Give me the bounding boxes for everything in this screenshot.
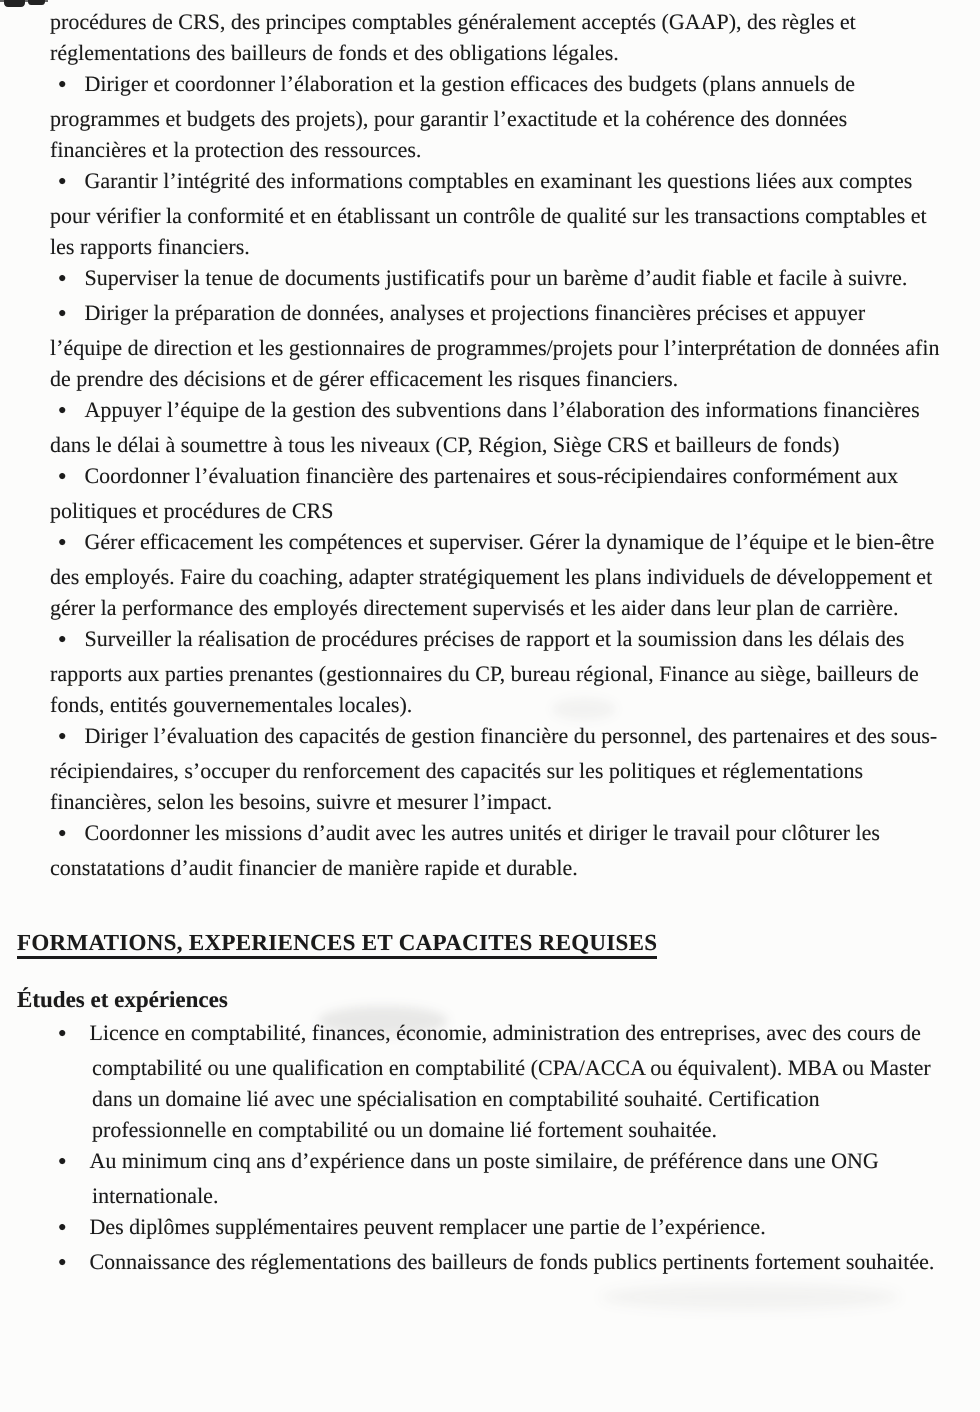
bullet-text: Licence en comptabilité, finances, économie, administration des entreprises, avec des cours de comptabilité ou une qualification en comptabilité (CPA/ACCA ou équivalent). MBA ou Master dans un domaine lié avec une spécialisation en comptabilité souhaité. Certification professionnelle en comptabilité ou un domaine lié fortement souhaitée. bbox=[89, 1020, 931, 1142]
bullet-text: Connaissance des réglementations des bailleurs de fonds publics pertinents fortement souhaitée. bbox=[89, 1249, 935, 1274]
bullet-icon: ● bbox=[58, 469, 67, 484]
bullet-text: Diriger l’évaluation des capacités de gestion financière du personnel, des partenaires et des sous-récipiendaires, s’occuper du renforcement des capacités sur les politiques et réglementations financières, selon les besoins, suivre et mesurer l’impact. bbox=[50, 723, 938, 814]
bullet-item bbox=[50, 526, 942, 623]
bullet-item bbox=[50, 720, 942, 817]
bullet-text: Garantir l’intégrité des informations comptables en examinant les questions liées aux comptes pour vérifier la conformité et en établissant un contrôle de qualité sur les transactions comptables et les rapports financiers. bbox=[50, 168, 927, 259]
duties-list bbox=[50, 68, 942, 883]
bullet-item bbox=[50, 165, 942, 262]
bullet-icon: ● bbox=[58, 1255, 67, 1270]
bullet-text: Superviser la tenue de documents justificatifs pour un barème d’audit fiable et facile à suivre. bbox=[84, 265, 908, 290]
bullet-text: Coordonner l’évaluation financière des partenaires et sous-récipiendaires conformément aux politiques et procédures de CRS bbox=[50, 463, 899, 523]
bullet-text: Des diplômes supplémentaires peuvent remplacer une partie de l’expérience. bbox=[89, 1214, 766, 1239]
scan-smudge bbox=[600, 1284, 900, 1310]
bullet-icon: ● bbox=[58, 1026, 67, 1041]
bullet-icon: ● bbox=[58, 826, 67, 841]
section-heading-text: FORMATIONS, EXPERIENCES ET CAPACITES REQUISES bbox=[17, 930, 657, 959]
intro-paragraph: procédures de CRS, des principes comptables généralement acceptés (GAAP), des règles et réglementations des bailleurs de fonds et des obligations légales. bbox=[50, 9, 856, 65]
bullet-item bbox=[50, 68, 942, 165]
scan-edge-artifact bbox=[28, 0, 45, 5]
bullet-text: Diriger et coordonner l’élaboration et la gestion efficaces des budgets (plans annuels de programmes et budgets des projets), pour garantir l’exactitude et la cohérence des données financières et la protection des ressources. bbox=[50, 71, 856, 162]
subsection-heading: Études et expériences bbox=[17, 987, 228, 1012]
bullet-item bbox=[50, 623, 942, 720]
bullet-text: Gérer efficacement les compétences et superviser. Gérer la dynamique de l’équipe et le bien-être des employés. Faire du coaching, adapter stratégiquement les plans individuels de développement et gérer la performance des employés directement supervisés et les aider dans leur plan de carrière. bbox=[50, 529, 935, 620]
bullet-icon: ● bbox=[58, 271, 67, 286]
document-body bbox=[17, 6, 942, 1281]
bullet-item bbox=[50, 817, 942, 883]
bullet-icon: ● bbox=[58, 535, 67, 550]
section-heading bbox=[17, 927, 942, 958]
bullet-item bbox=[50, 1017, 942, 1145]
bullet-icon: ● bbox=[58, 174, 67, 189]
bullet-text: Coordonner les missions d’audit avec les autres unités et diriger le travail pour clôturer les constatations d’audit financier de manière rapide et durable. bbox=[50, 820, 880, 880]
bullet-icon: ● bbox=[58, 77, 67, 92]
bullet-text: Surveiller la réalisation de procédures précises de rapport et la soumission dans les délais des rapports aux parties prenantes (gestionnaires du CP, bureau régional, Finance au siège, bailleurs de fonds, entités gouvernementales locales). bbox=[50, 626, 919, 717]
bullet-item bbox=[50, 1246, 942, 1281]
scan-edge-artifact bbox=[4, 0, 25, 7]
bullet-icon: ● bbox=[58, 1154, 67, 1169]
bullet-item bbox=[50, 460, 942, 526]
bullet-item bbox=[50, 297, 942, 394]
bullet-text: Diriger la préparation de données, analyses et projections financières précises et appuyer l’équipe de direction et les gestionnaires de programmes/projets pour l’interprétation de données afin de prendre des décisions et de gérer efficacement les risques financiers. bbox=[50, 300, 940, 391]
bullet-item bbox=[50, 262, 942, 297]
bullet-icon: ● bbox=[58, 1220, 67, 1235]
bullet-text: Au minimum cinq ans d’expérience dans un poste similaire, de préférence dans une ONG internationale. bbox=[89, 1148, 879, 1208]
bullet-icon: ● bbox=[58, 729, 67, 744]
bullet-item bbox=[50, 394, 942, 460]
qualifications-list bbox=[50, 1017, 942, 1281]
bullet-icon: ● bbox=[58, 632, 67, 647]
bullet-icon: ● bbox=[58, 306, 67, 321]
bullet-item bbox=[50, 1211, 942, 1246]
bullet-icon: ● bbox=[58, 403, 67, 418]
bullet-item bbox=[50, 1145, 942, 1211]
bullet-text: Appuyer l’équipe de la gestion des subventions dans l’élaboration des informations financières dans le délai à soumettre à tous les niveaux (CP, Région, Siège CRS et bailleurs de fonds) bbox=[50, 397, 920, 457]
